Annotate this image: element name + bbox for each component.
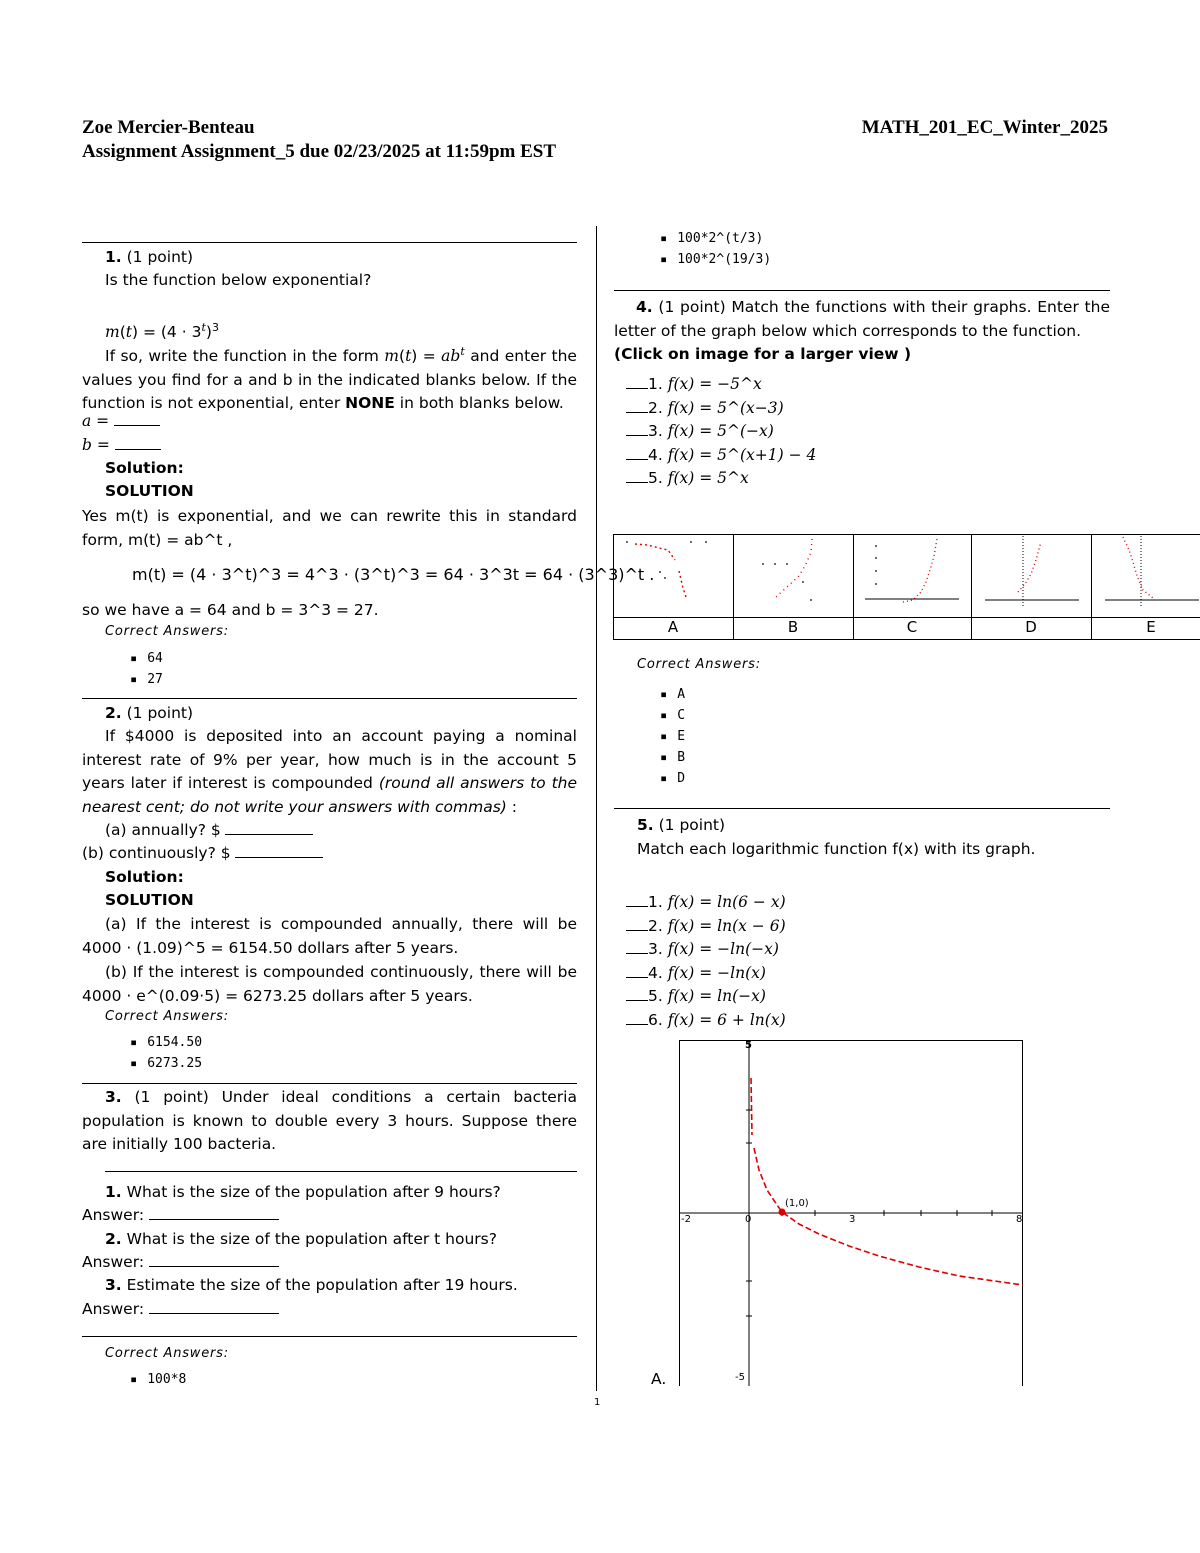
axis-label: 8 [1016, 1214, 1023, 1225]
answer-blank-sub1[interactable]: Answer: [82, 1204, 279, 1228]
problem-3-sub2: 2. What is the size of the population after t hours? [105, 1230, 497, 1248]
match-item[interactable]: 3. f(x) = −ln(−x) [626, 938, 786, 962]
correct-answer: ▪ E [660, 726, 685, 747]
solution-heading: SOLUTION [105, 482, 194, 500]
graph-label-c: C [906, 618, 918, 636]
problem-points: (1 point) [126, 248, 194, 266]
answer-blank-sub2[interactable]: Answer: [82, 1251, 279, 1275]
correct-answer: ▪ 6154.50 [130, 1032, 202, 1053]
correct-answers-list [130, 1369, 186, 1390]
problem-1-question: Is the function below exponential? [105, 271, 372, 289]
answer-blank-continuously[interactable]: (b) continuously? $ [82, 842, 323, 866]
problem-divider [82, 698, 577, 699]
graph-d[interactable] [985, 536, 1079, 606]
none-keyword: NONE [345, 394, 395, 413]
log-graph-label: A. [651, 1370, 667, 1388]
problem-3-sub1: 1. What is the size of the population after 9 hours? [105, 1183, 501, 1201]
correct-answer: ▪ A [660, 684, 685, 705]
problem-divider [614, 290, 1110, 291]
correct-answers-label: Correct Answers: [105, 1346, 229, 1361]
answer-blank-annually[interactable]: (a) annually? $ [105, 819, 313, 843]
course-name: MATH_201_EC_Winter_2025 [861, 117, 1108, 138]
match-item[interactable]: 6. f(x) = 6 + ln(x) [626, 1009, 786, 1033]
student-name: Zoe Mercier-Benteau [82, 117, 255, 138]
problem-2-header: 2. (1 point) [105, 704, 194, 722]
graph-label-a: A [667, 618, 679, 636]
point-label: (1,0) [785, 1198, 809, 1209]
problem-1-instructions: If so, write the function in the form $m(t) = ab^t$ and enter the values you find for a and b in the indicated blanks below. If the function is not exponential, enter NONE in both blanks below. [82, 345, 577, 413]
correct-answer: ▪ D [660, 768, 685, 789]
graph-e[interactable] [1105, 536, 1199, 606]
problem-1-solution-equation: m(t) = (4 · 3^t)^3 = 4^3 · (3^t)^3 = 64 · 3^3t = 64 · (3^3)^t . [132, 565, 655, 584]
match-item[interactable]: 1. f(x) = ln(6 − x) [626, 891, 786, 915]
correct-answers-label: Correct Answers: [105, 624, 229, 639]
match-item[interactable]: 3. f(x) = 5^(−x) [626, 420, 816, 444]
match-item[interactable]: 2. f(x) = 5^(x−3) [626, 397, 816, 421]
problem-divider [82, 1336, 577, 1337]
match-item[interactable]: 4. f(x) = 5^(x+1) − 4 [626, 444, 816, 468]
problem-divider [105, 1171, 577, 1172]
graph-c[interactable] [865, 539, 959, 602]
problem-5-header: 5. (1 point) [637, 816, 726, 834]
match-item[interactable]: 5. f(x) = 5^x [626, 467, 816, 491]
correct-answers-list [130, 1032, 202, 1074]
axis-label: -2 [681, 1214, 691, 1225]
page-number: 1 [594, 1397, 601, 1408]
correct-answers-list-continued [660, 228, 771, 270]
graph-label-e: E [1146, 618, 1156, 636]
assignment-title: Assignment Assignment_5 due 02/23/2025 at 11:59pm EST [82, 141, 557, 162]
log-graph-a[interactable] [679, 1040, 1023, 1386]
answer-blank-a[interactable]: a = [82, 410, 160, 434]
match-item[interactable]: 2. f(x) = ln(x − 6) [626, 915, 786, 939]
graph-a[interactable] [626, 541, 707, 597]
axis-label: 0 [745, 1214, 752, 1225]
match-item[interactable]: 4. f(x) = −ln(x) [626, 962, 786, 986]
problem-2-question: If $4000 is deposited into an account paying a nominal interest rate of 9% per year, how much is in the account 5 years later if interest is compounded (round all answers to the nearest cent; do not write your answers with commas) : [82, 727, 578, 816]
problem-1-function: $m(t) = (4 \cdot 3^t)^3$ [105, 321, 219, 342]
problem-3-sub3: 3. Estimate the size of the population after 19 hours. [105, 1276, 518, 1294]
solution-label: Solution: [105, 459, 184, 477]
solution-heading: SOLUTION [105, 891, 194, 909]
match-item[interactable]: 5. f(x) = ln(−x) [626, 985, 786, 1009]
problem-4-items [626, 373, 816, 491]
correct-answer: ▪ C [660, 705, 685, 726]
correct-answer: ▪ 100*2^(t/3) [660, 228, 771, 249]
problem-3-question: 3. (1 point) Under ideal conditions a certain bacteria population is known to double every 3 hours. Suppose there are initially 100 bacteria. [82, 1088, 577, 1153]
correct-answer: ▪ 6273.25 [130, 1053, 202, 1074]
correct-answer: ▪ 100*2^(19/3) [660, 249, 771, 270]
correct-answer: ▪ 100*8 [130, 1369, 186, 1390]
log-graph-svg[interactable] [679, 1040, 1023, 1386]
problem-2-solution-b: (b) If the interest is compounded continuously, there will be 4000 · e^(0.09·5) = 6273.25 dollars after 5 years. [82, 963, 577, 1005]
correct-answer: ▪ B [660, 747, 685, 768]
correct-answers-label: Correct Answers: [637, 657, 761, 672]
correct-answers-label: Correct Answers: [105, 1009, 229, 1024]
problem-4-question: 4. (1 point) Match the functions with their graphs. Enter the letter of the graph below which corresponds to the function. [614, 298, 1110, 340]
problem-number: 1. [105, 248, 122, 266]
graph-label-d: D [1025, 618, 1037, 636]
problem-5-items [626, 891, 786, 1032]
correct-answers-list [660, 684, 685, 789]
correct-answer: ▪ 64 [130, 648, 163, 669]
column-divider [596, 226, 597, 1391]
graph-label-b: B [787, 618, 799, 636]
axis-label: 3 [849, 1214, 856, 1225]
problem-divider [82, 242, 577, 243]
axis-label: 5 [745, 1040, 752, 1051]
problem-1-solution-text: Yes m(t) is exponential, and we can rewrite this in standard form, m(t) = ab^t , [82, 507, 577, 549]
problem-1-solution-conclusion: so we have a = 64 and b = 3^3 = 27. [82, 601, 379, 619]
graph-strip[interactable] [613, 534, 1200, 640]
answer-blank-b[interactable]: b = [82, 434, 161, 458]
axis-label: -5 [735, 1372, 745, 1383]
graph-b[interactable] [762, 539, 812, 601]
answer-blank-sub3[interactable]: Answer: [82, 1298, 279, 1322]
solution-label: Solution: [105, 868, 184, 886]
larger-view-link[interactable]: (Click on image for a larger view ) [614, 345, 912, 363]
problem-5-question: Match each logarithmic function f(x) with its graph. [637, 840, 1036, 858]
problem-divider [614, 808, 1110, 809]
problem-1-header [105, 246, 193, 270]
correct-answers-list [130, 648, 163, 690]
problem-divider [82, 1083, 577, 1084]
correct-answer: ▪ 27 [130, 669, 163, 690]
match-item[interactable]: 1. f(x) = −5^x [626, 373, 816, 397]
problem-2-solution-a: (a) If the interest is compounded annually, there will be 4000 · (1.09)^5 = 6154.50 dollars after 5 years. [82, 915, 577, 957]
